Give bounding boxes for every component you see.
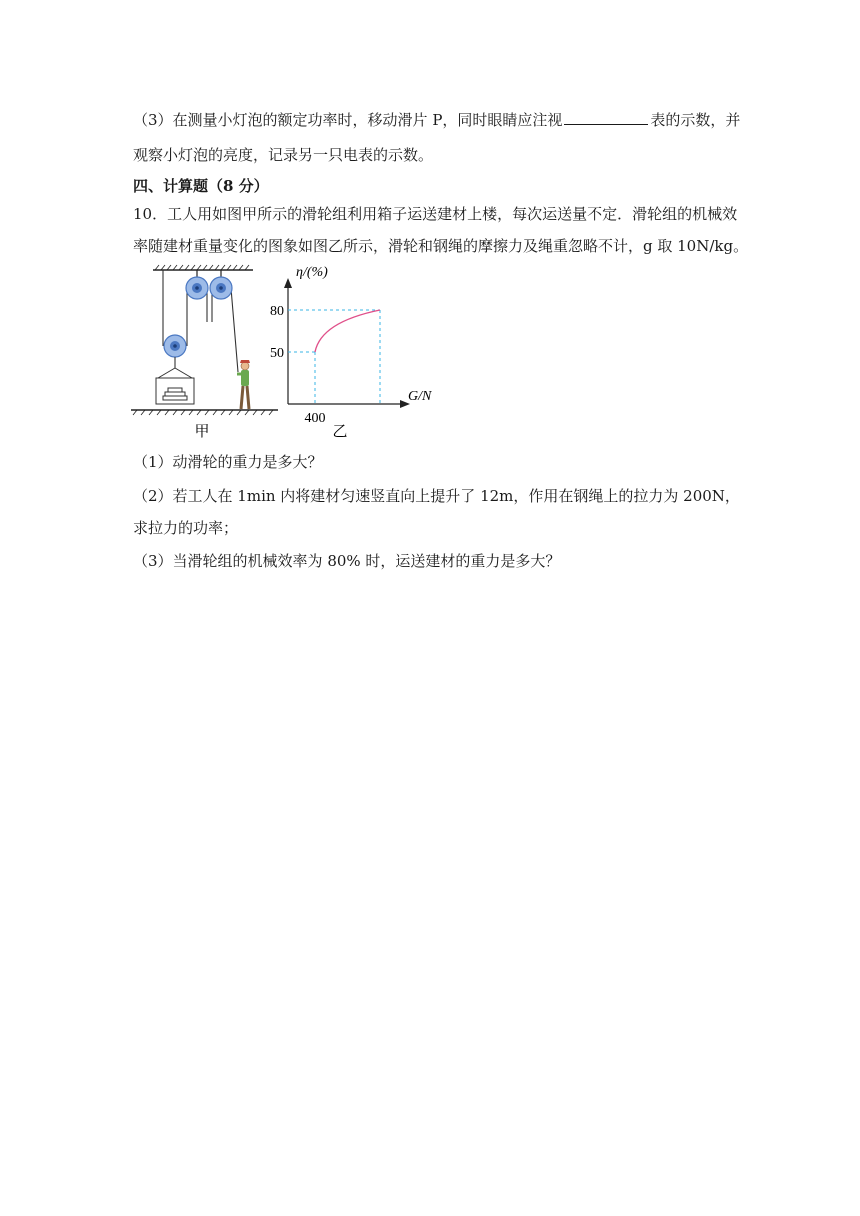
y-axis-label: η/(%) (296, 265, 328, 280)
right-figure-caption: 乙 (332, 424, 348, 440)
efficiency-graph (270, 265, 432, 440)
worker-figure (237, 360, 250, 409)
y-axis-arrow (284, 278, 292, 288)
q10-sub2-line1: （2）若工人在 1min 内将建材匀速竖直向上提升了 12m，作用在钢绳上的拉力为 200N， (133, 487, 740, 505)
section-title: 四、计算题（8 分） (133, 177, 269, 195)
dashed-guides (288, 310, 380, 404)
basket (156, 368, 194, 404)
left-figure-caption: 甲 (194, 424, 210, 440)
fixed-pulley-right (210, 277, 232, 299)
q10-sub2-line2: 求拉力的功率； (133, 519, 239, 537)
q10-stem-line2: 率随建材重量变化的图象如图乙所示，滑轮和钢绳的摩擦力及绳重忽略不计，g 取 10N/kg。 (133, 237, 749, 255)
q10-sub1: （1）动滑轮的重力是多大？ (133, 453, 323, 471)
q9-part3-line2: 观察小灯泡的亮度，记录另一只电表的示数。 (133, 146, 434, 164)
efficiency-curve (315, 310, 380, 352)
q9-part3-text-after: 表的示数，并 (650, 111, 741, 129)
x-axis-label: G/N (408, 389, 432, 404)
q10-stem-line1: 10．工人用如图甲所示的滑轮组利用箱子运送建材上楼，每次运送量不定．滑轮组的机械效 (133, 205, 738, 223)
fixed-pulley-left (186, 277, 208, 299)
y-tick-label-50: 50 (270, 346, 284, 361)
q9-part3-line1 (133, 110, 740, 130)
q10-figures (128, 262, 448, 442)
q9-part3-text-before: （3）在测量小灯泡的额定功率时，移动滑片 P，同时眼睛应注视 (133, 111, 563, 129)
movable-pulley (164, 335, 186, 357)
x-tick-label-400: 400 (304, 411, 326, 426)
answer-blank[interactable] (564, 110, 648, 125)
pulley-system-figure (131, 265, 278, 440)
q10-sub3: （3）当滑轮组的机械效率为 80% 时，运送建材的重力是多大？ (133, 552, 561, 570)
y-tick-label-80: 80 (270, 304, 284, 319)
